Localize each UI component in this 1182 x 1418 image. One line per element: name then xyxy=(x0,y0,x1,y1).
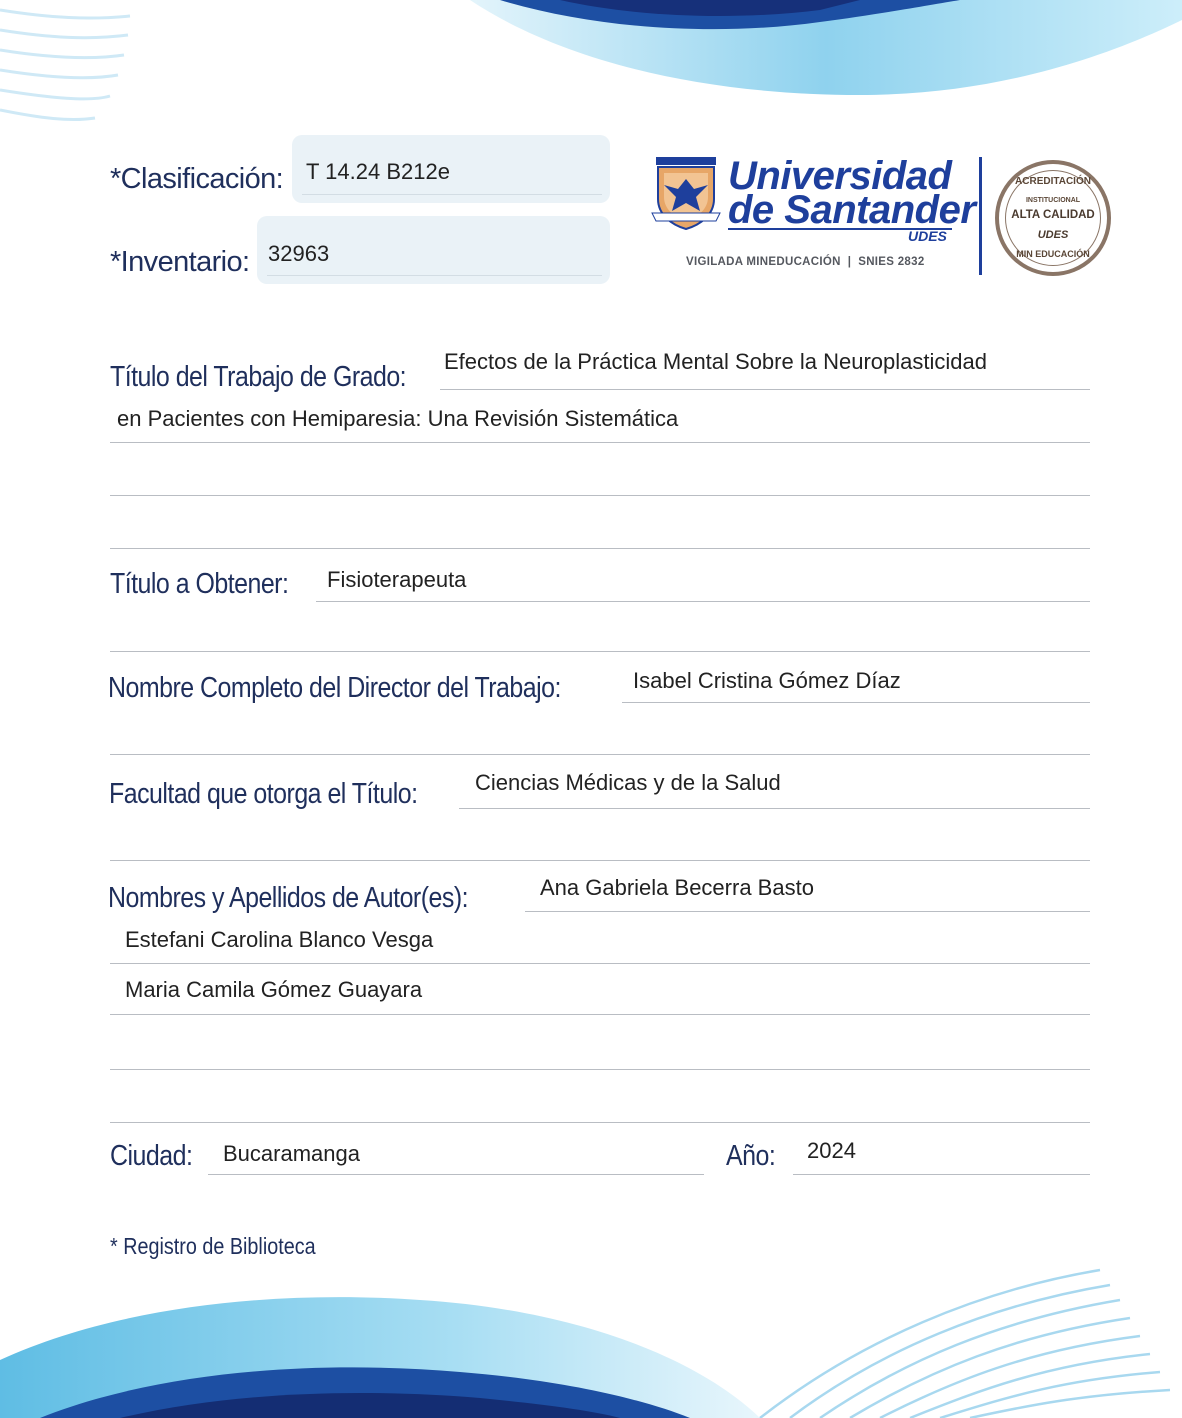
inventory-field[interactable] xyxy=(257,216,610,284)
seal-acronym-text: UDES xyxy=(1037,229,1069,241)
seal-top-text: ACREDITACIÓN xyxy=(1015,176,1091,187)
degree-underline xyxy=(316,601,1090,602)
authors-label: Nombres y Apellidos de Autor(es): xyxy=(108,882,469,914)
logo-tagline: VIGILADA MINEDUCACIÓN | SNIES 2832 xyxy=(686,256,925,268)
degree-label: Título a Obtener: xyxy=(110,568,289,600)
seal-sub-text: INSTITUCIONAL xyxy=(1025,197,1081,204)
author-3[interactable]: Maria Camila Gómez Guayara xyxy=(125,977,423,1002)
shield-icon xyxy=(650,155,722,233)
year-underline xyxy=(793,1174,1090,1175)
library-footnote: * Registro de Biblioteca xyxy=(110,1233,316,1259)
accreditation-seal xyxy=(995,160,1111,276)
director-underline xyxy=(622,702,1090,703)
classification-label: *Clasificación: xyxy=(110,163,284,195)
faculty-value[interactable]: Ciencias Médicas y de la Salud xyxy=(475,770,781,795)
logo-acronym: UDES xyxy=(908,228,947,244)
author-underline-2 xyxy=(110,963,1090,964)
thesis-title-line1[interactable]: Efectos de la Práctica Mental Sobre la Neuroplasticidad xyxy=(444,349,987,374)
classification-value: T 14.24 B212e xyxy=(306,159,450,184)
city-label: Ciudad: xyxy=(110,1140,193,1172)
city-underline xyxy=(208,1174,704,1175)
thesis-title-line2[interactable]: en Pacientes con Hemiparesia: Una Revisión Sistemática xyxy=(117,406,679,431)
author-underline-5[interactable] xyxy=(110,1122,1090,1123)
author-2[interactable]: Estefani Carolina Blanco Vesga xyxy=(125,927,434,952)
author-underline-4[interactable] xyxy=(110,1069,1090,1070)
degree-value[interactable]: Fisioterapeuta xyxy=(327,567,467,592)
thesis-title-underline-1 xyxy=(440,389,1090,390)
director-label: Nombre Completo del Director del Trabajo: xyxy=(108,672,561,704)
faculty-label: Facultad que otorga el Título: xyxy=(109,778,418,810)
inventory-value: 32963 xyxy=(268,241,330,266)
author-underline-1 xyxy=(525,911,1090,912)
seal-bottom-text: MIN EDUCACIÓN xyxy=(1016,249,1090,259)
thesis-title-underline-4[interactable] xyxy=(110,548,1090,549)
thesis-title-label: Título del Trabajo de Grado: xyxy=(110,361,407,393)
year-label: Año: xyxy=(726,1140,776,1172)
inventory-label: *Inventario: xyxy=(110,246,250,278)
author-1[interactable]: Ana Gabriela Becerra Basto xyxy=(540,875,814,900)
year-value[interactable]: 2024 xyxy=(807,1138,856,1163)
author-underline-3 xyxy=(110,1014,1090,1015)
logo-name-line1: Universidad xyxy=(728,154,952,198)
director-underline-2[interactable] xyxy=(110,754,1090,755)
logo-divider xyxy=(979,157,982,275)
faculty-underline xyxy=(459,808,1090,809)
director-value[interactable]: Isabel Cristina Gómez Díaz xyxy=(633,668,901,693)
thesis-title-underline-3[interactable] xyxy=(110,495,1090,496)
city-value[interactable]: Bucaramanga xyxy=(223,1141,360,1166)
seal-main-text: ALTA CALIDAD xyxy=(1011,209,1095,221)
classification-field[interactable] xyxy=(292,135,610,203)
faculty-underline-2[interactable] xyxy=(110,860,1090,861)
logo-name-line2: de Santander xyxy=(728,188,976,232)
degree-underline-2[interactable] xyxy=(110,651,1090,652)
thesis-title-underline-2 xyxy=(110,442,1090,443)
